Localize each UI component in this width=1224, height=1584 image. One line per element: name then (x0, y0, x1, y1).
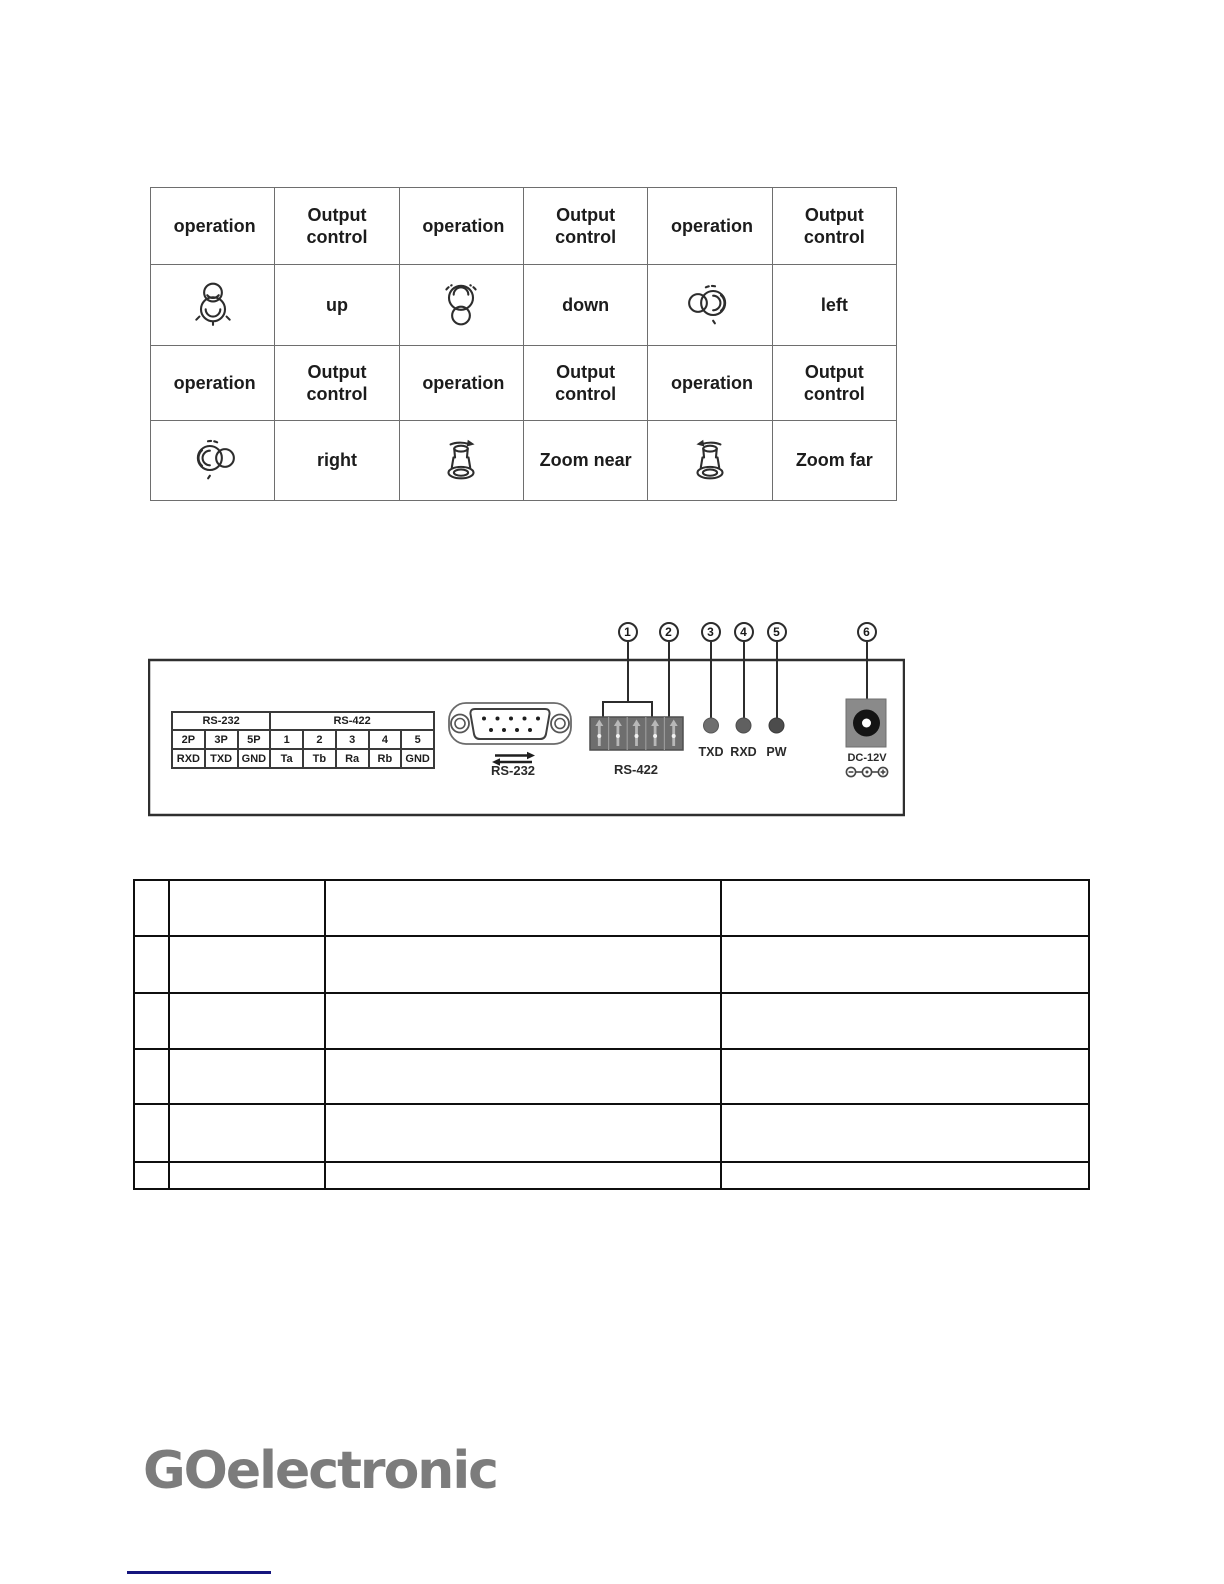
output-control-header-label: Output control (803, 361, 865, 404)
joystick-tilt-left-icon (686, 279, 734, 327)
rxd-led-label: RXD (730, 745, 757, 759)
table-row (134, 993, 1089, 1049)
table-row (134, 1104, 1089, 1162)
table-row (172, 712, 434, 730)
operation-cell (399, 265, 523, 346)
operation-header-label: operation (422, 215, 505, 236)
signal-cell: RXD (172, 749, 205, 768)
callout-6: 6 (857, 622, 877, 642)
callout-3: 3 (701, 622, 721, 642)
dc-12v-label: DC-12V (847, 752, 887, 764)
output-control-header-label: Output control (555, 204, 617, 247)
rear-panel-diagram (148, 622, 905, 822)
operation-cell (151, 421, 275, 501)
joystick-tilt-right-icon (189, 434, 237, 482)
footer-link-underline[interactable] (127, 1571, 271, 1574)
output-control-cell: Zoom far (772, 421, 896, 501)
pin-cell: 3 (336, 730, 369, 749)
operation-cell (648, 421, 772, 501)
operation-cell (151, 265, 275, 346)
signal-cell: Tb (303, 749, 336, 768)
joystick-tilt-up-icon (189, 279, 237, 327)
output-control-header (772, 346, 896, 421)
callout-5: 5 (767, 622, 787, 642)
joystick-rotate-clockwise-icon (437, 434, 485, 482)
signal-cell: GND (401, 749, 434, 768)
output-control-cell: up (275, 265, 399, 346)
pin-cell: 1 (270, 730, 303, 749)
pin-cell: 5P (238, 730, 271, 749)
operation-cell (648, 265, 772, 346)
callout-1: 1 (618, 622, 638, 642)
pin-cell: 3P (205, 730, 238, 749)
rs422-group-header: RS-422 (270, 712, 434, 730)
output-control-header (275, 188, 399, 265)
joystick-tilt-down-icon (437, 279, 485, 327)
output-control-cell: right (275, 421, 399, 501)
operation-header (399, 346, 523, 421)
operation-output-table (150, 187, 897, 501)
signal-cell: Ta (270, 749, 303, 768)
callout-4: 4 (734, 622, 754, 642)
operation-header-label: operation (670, 215, 753, 236)
operation-header-label: operation (670, 372, 753, 393)
txd-led-label: TXD (698, 745, 724, 759)
operation-header-label: operation (173, 372, 256, 393)
table-row (172, 730, 434, 749)
operation-header (151, 346, 275, 421)
table-row (134, 1049, 1089, 1104)
signal-cell: Ra (336, 749, 369, 768)
joystick-rotate-counterclockwise-icon (686, 434, 734, 482)
table-row (151, 188, 897, 265)
table-row (134, 1162, 1089, 1189)
spec-table (133, 879, 1090, 1190)
pin-cell: 2P (172, 730, 205, 749)
output-control-cell: left (772, 265, 896, 346)
table-row (151, 265, 897, 346)
table-row (151, 346, 897, 421)
output-control-header-label: Output control (555, 361, 617, 404)
output-control-header (772, 188, 896, 265)
pw-led-icon (769, 718, 784, 733)
rs422-port-label: RS-422 (613, 762, 659, 777)
pin-cell: 5 (401, 730, 434, 749)
output-control-header-label: Output control (803, 204, 865, 247)
output-control-header-label: Output control (306, 361, 368, 404)
signal-cell: GND (238, 749, 271, 768)
table-row (151, 421, 897, 501)
table-row (134, 880, 1089, 936)
output-control-cell: Zoom near (523, 421, 647, 501)
dc-jack-icon (846, 699, 886, 747)
signal-cell: Rb (369, 749, 402, 768)
pw-led-label: PW (766, 745, 787, 759)
output-control-header (523, 346, 647, 421)
operation-header-label: operation (422, 372, 505, 393)
output-control-header-label: Output control (306, 204, 368, 247)
serial-pin-table (171, 711, 435, 769)
txd-led-icon (704, 718, 719, 733)
table-row (172, 749, 434, 768)
rs232-group-header: RS-232 (172, 712, 270, 730)
rxd-led-icon (736, 718, 751, 733)
operation-header (648, 188, 772, 265)
rs232-port-label: RS-232 (490, 763, 536, 778)
operation-header (648, 346, 772, 421)
table-row (134, 936, 1089, 993)
output-control-cell: down (523, 265, 647, 346)
goelectronic-logo: GOelectronic (143, 1441, 497, 1501)
pin-cell: 2 (303, 730, 336, 749)
signal-cell: TXD (205, 749, 238, 768)
output-control-header (523, 188, 647, 265)
operation-header (399, 188, 523, 265)
operation-header-label: operation (173, 215, 256, 236)
callout-2: 2 (659, 622, 679, 642)
rs422-terminal-icon (590, 717, 683, 750)
output-control-header (275, 346, 399, 421)
pin-cell: 4 (369, 730, 402, 749)
operation-cell (399, 421, 523, 501)
operation-header (151, 188, 275, 265)
